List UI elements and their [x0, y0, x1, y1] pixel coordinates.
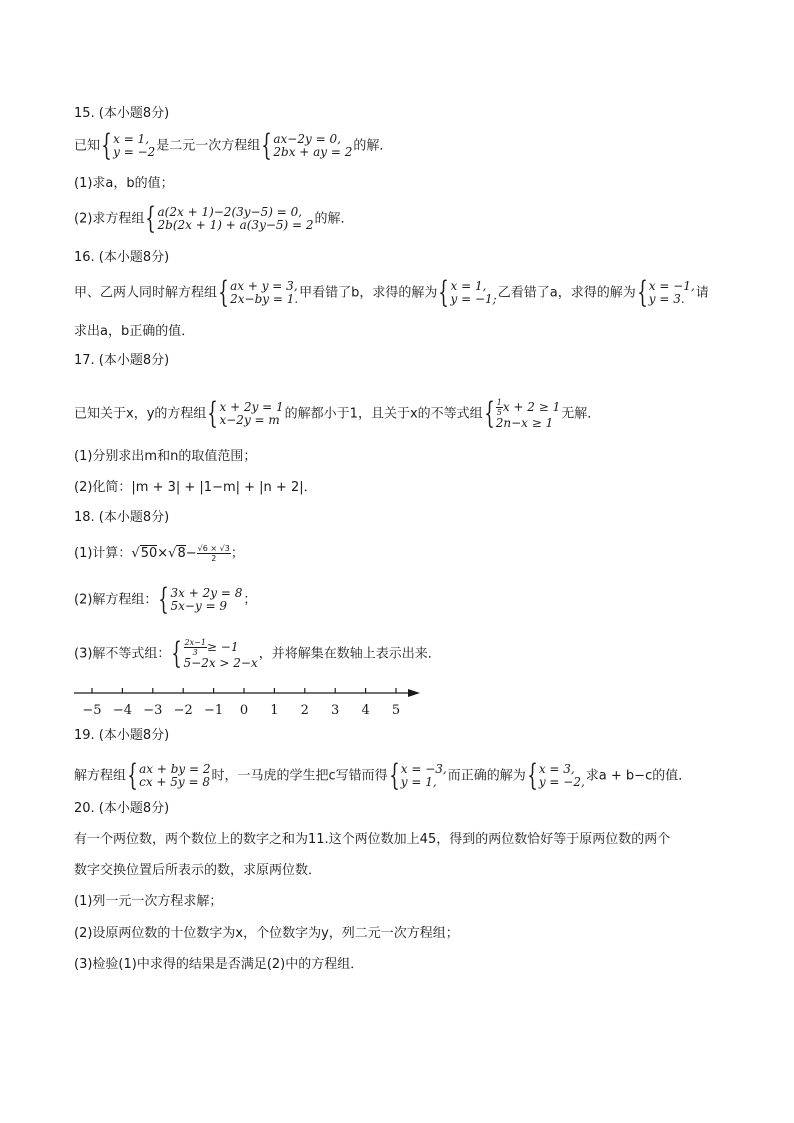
q15-header: 15. (本小题8分): [74, 106, 170, 121]
brace-icon: {: [261, 128, 273, 163]
q15-system-solution-row-2: y = −2: [113, 145, 156, 159]
q18-part-2-end: ；: [243, 592, 257, 608]
sqrt-icon: √: [168, 546, 177, 561]
axis-label: −4: [112, 703, 132, 718]
brace-icon: {: [101, 128, 112, 163]
axis-label: −3: [143, 703, 163, 718]
brace-icon: {: [171, 636, 183, 671]
fraction-denominator: 3: [192, 648, 198, 657]
q19-text-4: 求a + b−c的值．: [585, 768, 692, 784]
q19-system-equations-row-1: ax + by = 2: [139, 762, 211, 776]
q17-inequality-row-1-text: x + 2 ≥ 1: [502, 400, 561, 414]
q15-part-2-text-1: (2)求方程组: [74, 211, 145, 227]
q19-system-wrong-solution: [388, 758, 447, 793]
axis-label: 3: [331, 703, 340, 718]
q17-inequality-row-1: [496, 398, 561, 417]
q16-system-solution-b-row-1: x = −1,: [648, 279, 695, 293]
q17-text-3: 无解．: [561, 406, 601, 422]
brace-icon: {: [636, 275, 648, 310]
q15-part-2-system-row-1: a(2x + 1)−2(3y−5) = 0,: [157, 205, 303, 219]
q19-system-correct-solution-row-1: x = 3,: [538, 762, 575, 776]
q18-part-1-end: ；: [230, 546, 244, 561]
q18-inequality-row-1: [184, 638, 258, 657]
q18-minus: −: [185, 546, 197, 561]
brace-icon: {: [218, 275, 229, 310]
q19-statement: [74, 758, 692, 793]
brace-icon: {: [527, 758, 538, 793]
q15-text-3: 的解．: [353, 138, 393, 154]
brace-icon: {: [158, 582, 170, 617]
q15-part-1: (1)求a，b的值；: [74, 176, 174, 191]
fraction-denominator: 2: [211, 554, 217, 563]
q17-system-equations-row-1: x + 2y = 1: [219, 400, 284, 414]
q17-text-2: 的解都小于1，且关于x的不等式组: [284, 406, 483, 422]
q17-inequality-row-2: 2n−x ≥ 1: [495, 416, 554, 430]
q19-system-wrong-solution-row-1: x = −3,: [400, 762, 447, 776]
q18-inequality-row-1-text: ≥ −1: [206, 640, 239, 654]
q16-text-1: 甲、乙两人同时解方程组: [74, 285, 218, 301]
brace-icon: {: [207, 396, 219, 431]
q15-part-2-text-2: 的解．: [314, 211, 354, 227]
fraction-numerator: √6 × √3: [197, 544, 230, 553]
q15-system-equations: [261, 128, 353, 163]
axis-label: 5: [391, 703, 401, 718]
q17-part-1: (1)分别求出m和n的取值范围；: [74, 449, 257, 464]
q16-system-solution-b: [636, 275, 695, 310]
q15-part-2-system-row-2: 2b(2x + 1) + a(3y−5) = 2: [157, 218, 314, 232]
q18-inequality-row-2: 5−2x > 2−x: [183, 656, 258, 670]
axis-label: 0: [239, 703, 249, 718]
brace-icon: {: [127, 758, 138, 793]
q20-part-2: (2)设原两位数的十位数字为x，个位数字为y，列二元一次方程组；: [74, 926, 459, 941]
q18-root-2: 8: [177, 546, 186, 561]
q19-text-3: 而正确的解为: [447, 768, 526, 784]
q16-system-solution-a-row-2: y = −1;: [450, 292, 497, 306]
brace-icon: {: [438, 275, 450, 310]
axis-label: −2: [173, 703, 193, 718]
q16-text-2: 甲看错了b，求得的解为: [299, 285, 438, 301]
fraction-numerator: 2x−1: [184, 638, 206, 647]
q17-header: 17. (本小题8分): [74, 353, 170, 368]
q19-system-correct-solution-row-2: y = −2,: [538, 775, 585, 789]
brace-icon: {: [388, 758, 400, 793]
axis-label: 4: [361, 703, 370, 718]
q16-system-equations: [218, 275, 299, 310]
q18-root-1: 50: [140, 546, 158, 561]
q17-text-1: 已知关于x，y的方程组: [74, 406, 207, 422]
q17-inequality-fraction: [496, 398, 503, 417]
q16-header: 16. (本小题8分): [74, 250, 170, 265]
axis-label: 2: [300, 703, 309, 718]
q17-inequality-system: [484, 398, 561, 430]
q19-text-2: 时，一马虎的学生把c写错而得: [211, 768, 388, 784]
q19-system-wrong-solution-row-2: y = 1,: [400, 775, 437, 789]
number-line-arrow-icon: [408, 689, 420, 697]
q18-fraction: [197, 544, 231, 563]
q20-part-3: (3)检验(1)中求得的结果是否满足(2)中的方程组．: [74, 957, 364, 972]
q15-statement: [74, 128, 393, 163]
q17-statement: [74, 398, 600, 430]
q17-system-equations: [207, 396, 284, 431]
q15-text-2: 是二元一次方程组: [156, 138, 261, 154]
q16-system-solution-b-row-2: y = 3.: [648, 292, 685, 306]
q19-system-equations: [127, 758, 211, 793]
q20-statement-line-2: 数字交换位置后所表示的数，求原两位数．: [74, 863, 322, 878]
q20-part-1: (1)列一元一次方程求解；: [74, 894, 223, 909]
q19-system-equations-row-2: cx + 5y = 8: [139, 775, 211, 789]
q18-part-1: [74, 544, 244, 563]
axis-label: −5: [82, 703, 102, 718]
q18-system-equations-row-2: 5x−y = 9: [170, 599, 228, 613]
q18-system-equations-row-1: 3x + 2y = 8: [170, 586, 243, 600]
q16-text-4: 请: [695, 285, 709, 301]
q20-header: 20. (本小题8分): [74, 801, 170, 816]
q15-part-2-system: [145, 201, 314, 236]
q18-system-equations: [158, 582, 243, 617]
q18-part-3: [74, 638, 441, 670]
q18-part-3-text: (3)解不等式组：: [74, 646, 171, 662]
q18-part-2-text: (2)解方程组：: [74, 592, 158, 608]
q17-part-2: (2)化简：|m + 3| + |1−m| + |n + 2|．: [74, 480, 317, 495]
q15-part-2: [74, 201, 354, 236]
q20-statement-line-1: 有一个两位数，两个数位上的数字之和为11.这个两位数加上45，得到的两位数恰好等于原两位数的两个: [74, 832, 671, 847]
q19-header: 19. (本小题8分): [74, 728, 170, 743]
q15-system-solution-row-1: x = 1,: [113, 132, 150, 146]
fraction-numerator: 1: [496, 398, 502, 407]
axis-label: 1: [270, 703, 279, 718]
q18-inequality-system: [171, 638, 257, 670]
axis-label: −1: [204, 703, 224, 718]
q16-system-equations-row-1: ax + y = 3,: [230, 279, 298, 293]
number-line: [70, 680, 430, 720]
q16-statement: [74, 275, 709, 310]
q16-text-3: 乙看错了a，求得的解为: [497, 285, 636, 301]
q17-system-equations-row-2: x−2y = m: [219, 413, 280, 427]
q15-text-1: 已知: [74, 138, 101, 154]
q19-system-correct-solution: [527, 758, 585, 793]
q15-system-solution: [101, 128, 156, 163]
q18-part-3-end: ，并将解集在数轴上表示出来．: [258, 646, 441, 662]
q16-system-equations-row-2: 2x−by = 1.: [230, 292, 299, 306]
brace-icon: {: [483, 396, 495, 431]
q19-text-1: 解方程组: [74, 768, 127, 784]
q18-part-2: [74, 582, 257, 617]
q16-system-solution-a-row-1: x = 1,: [450, 279, 487, 293]
q15-system-equations-row-1: ax−2y = 0,: [273, 132, 341, 146]
fraction-denominator: 5: [496, 408, 502, 417]
q15-system-equations-row-2: 2bx + ay = 2: [273, 145, 353, 159]
q18-header: 18. (本小题8分): [74, 510, 170, 525]
q16-statement-cont: 求出a，b正确的值．: [74, 324, 195, 339]
q18-inequality-fraction: [184, 638, 207, 657]
q16-system-solution-a: [438, 275, 497, 310]
brace-icon: {: [145, 201, 157, 236]
q18-part-1-text: (1)计算：: [74, 546, 132, 561]
sqrt-icon: √: [131, 546, 140, 561]
q18-times: ×: [157, 546, 169, 561]
